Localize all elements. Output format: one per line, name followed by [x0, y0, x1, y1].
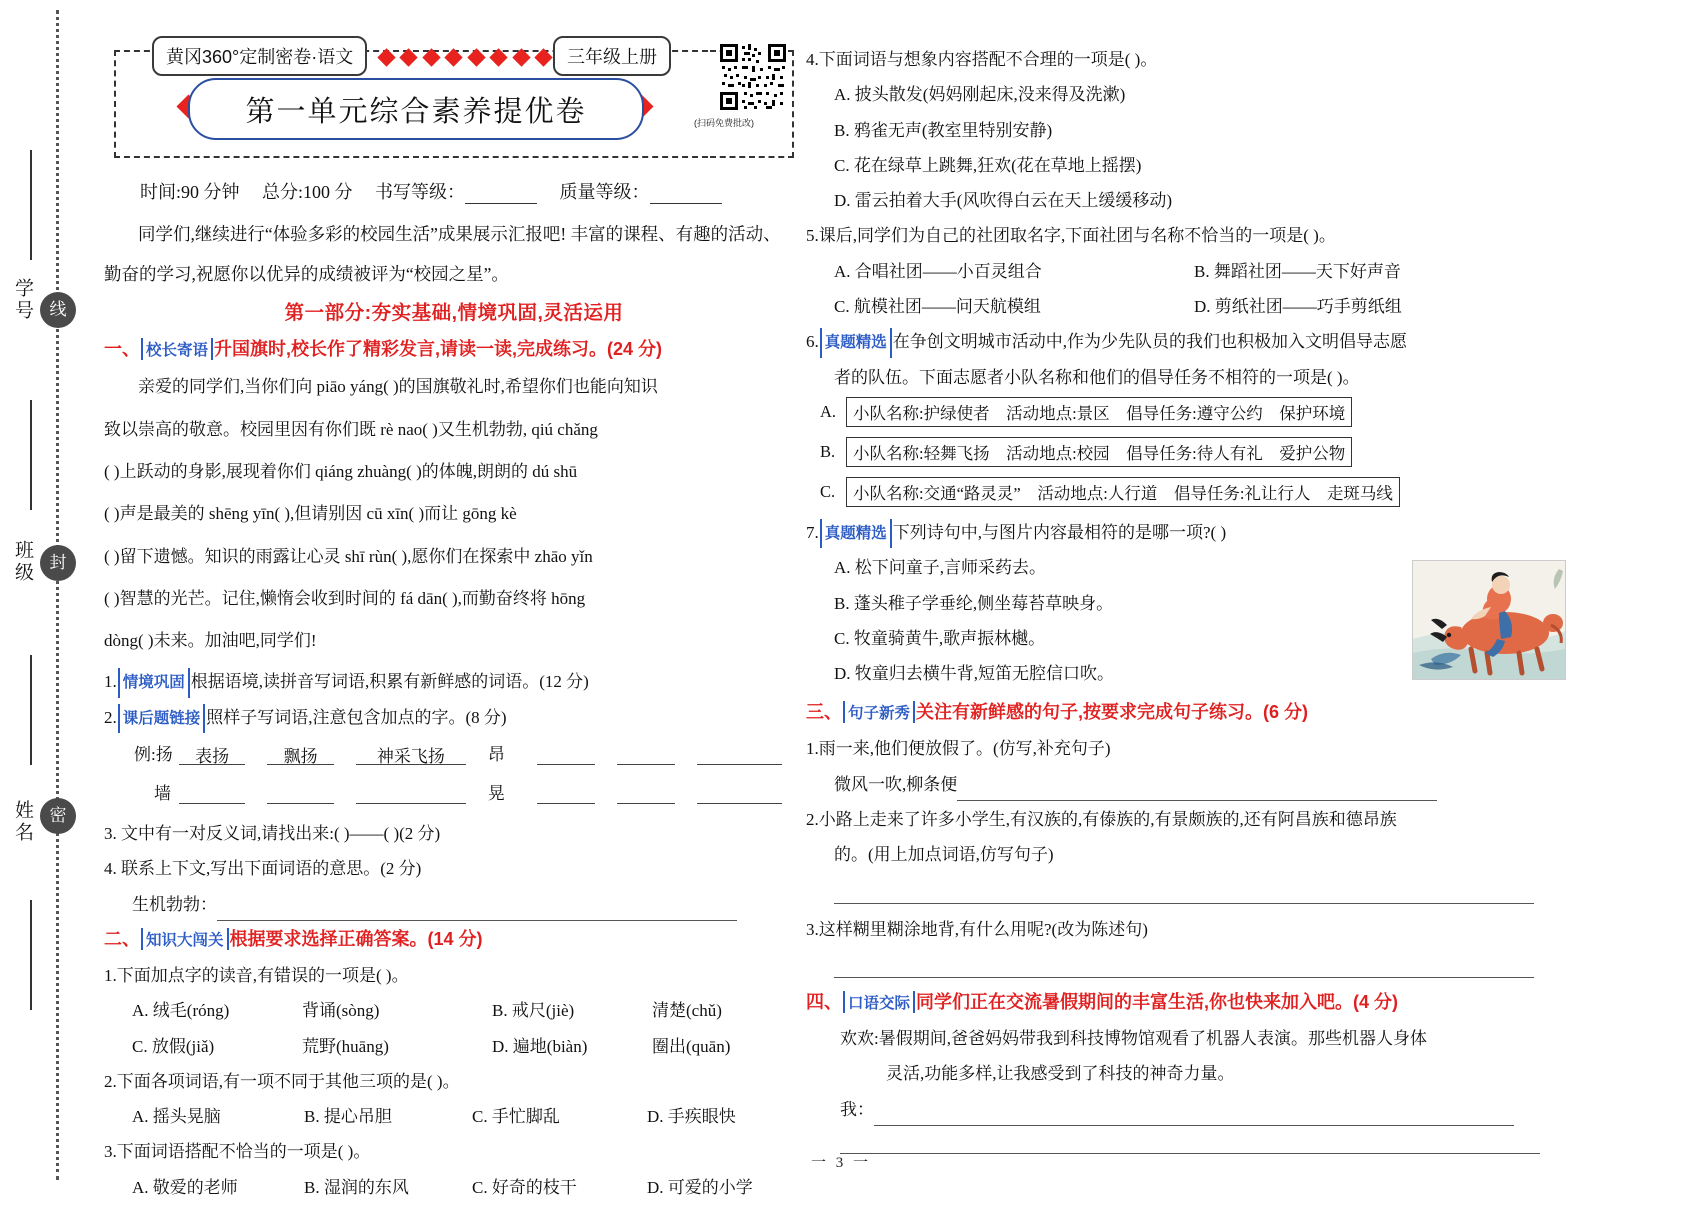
- diamond-divider: [380, 50, 550, 64]
- section1-question-4: 4. 联系上下文,写出下面词语的意思。(2 分): [104, 859, 422, 879]
- section1-question-2: [104, 702, 804, 734]
- passage-line: ( )声是最美的 shēng yīn( ),但请别因 cū xīn( )而让 gōng kè: [104, 504, 517, 524]
- q-score: (12 分): [539, 672, 589, 692]
- answer-blank[interactable]: [697, 742, 782, 765]
- option-d[interactable]: D. 遍地(biàn): [492, 1036, 588, 1056]
- q4-word-label: 生机勃勃：: [132, 894, 217, 914]
- section4-answer: [840, 1094, 1566, 1126]
- answer-blank[interactable]: [874, 1105, 1514, 1126]
- right-column: [806, 44, 1566, 1164]
- intro-line-2: 勤奋的学习,祝愿你以优异的成绩被评为“校园之星”。: [104, 263, 509, 284]
- example-cell: 神采飞扬: [356, 742, 466, 765]
- seal-margin: [0, 0, 96, 1190]
- example-word-table: [134, 740, 804, 804]
- q2-option-row: [132, 1101, 804, 1133]
- option-d[interactable]: D. 手疾眼快: [647, 1107, 736, 1127]
- answer-blank[interactable]: [617, 781, 675, 804]
- section2-question-2: [104, 1066, 804, 1098]
- section-3-score: (6 分): [1263, 702, 1309, 723]
- answer-blank[interactable]: [356, 781, 466, 804]
- q-number: 2.: [104, 1071, 117, 1091]
- answer-blank[interactable]: [217, 900, 737, 921]
- option-a2[interactable]: 背诵(sòng): [302, 1001, 380, 1021]
- q-number: 1.: [104, 672, 117, 692]
- section1-question-3: 3. 文中有一对反义词,请找出来:( )——( )(2 分): [104, 824, 441, 844]
- seal-rule: [30, 400, 32, 510]
- q-number: 2.: [104, 707, 117, 727]
- boy-riding-ox-illustration: [1412, 560, 1566, 680]
- exam-info-line: [140, 178, 804, 204]
- option-a[interactable]: A. 合唱社团——小百灵组合: [834, 261, 1042, 281]
- exam-time: 时间:90 分钟: [140, 182, 240, 202]
- option-c[interactable]: C. 手忙脚乱: [472, 1107, 560, 1127]
- option-b[interactable]: B. 提心吊胆: [304, 1107, 392, 1127]
- q4-option-b[interactable]: B. 鸦雀无声(教室里特别安静): [834, 120, 1053, 140]
- answer-blank[interactable]: [697, 781, 782, 804]
- section-4-number: 四、: [806, 991, 842, 1012]
- section-3-tag: 句子新秀: [843, 701, 915, 723]
- option-content: 小队名称:轻舞飞扬 活动地点:校园 倡导任务:待人有礼 爱护公物: [846, 437, 1352, 467]
- option-c[interactable]: C. 航模社团——问天航模组: [834, 297, 1041, 317]
- seal-rule: [30, 900, 32, 1010]
- example-char: 昂: [487, 745, 505, 765]
- section1-question-4-word: [132, 889, 804, 921]
- q6-boxed-option-b[interactable]: [820, 437, 1566, 467]
- section-3-heading: [806, 698, 1566, 724]
- section4-dialogue-line-2: 灵活,功能多样,让我感受到了科技的神奇力量。: [886, 1064, 1235, 1084]
- option-c[interactable]: C. 放假(jiǎ): [132, 1036, 215, 1056]
- section3-item-1: [806, 733, 1566, 765]
- brand-pill: 黄冈360°定制密卷·语文: [152, 36, 367, 76]
- option-b[interactable]: B. 戒尺(jiè): [492, 1001, 575, 1021]
- passage-line: 致以崇高的敬意。校园里因有你们既 rè nao( )又生机勃勃, qiú chǎng: [104, 419, 598, 439]
- quality-grade-label: 质量等级：: [559, 182, 650, 202]
- name-label: 姓名: [12, 800, 33, 844]
- section4-dialogue-line-1: 欢欢:暑假期间,爸爸妈妈带我到科技博物馆观看了机器人表演。那些机器人身体: [840, 1028, 1427, 1048]
- example-char: 晃: [487, 784, 505, 804]
- grade-pill: 三年级上册: [553, 36, 671, 76]
- option-content: 小队名称:护绿使者 活动地点:景区 倡导任务:遵守公约 保护环境: [846, 397, 1352, 427]
- q-tag: 情境巩固: [118, 668, 190, 697]
- passage-line: ( )上跃动的身影,展现着你们 qiáng zhuàng( )的体魄,朗朗的 dú shū: [104, 461, 578, 481]
- page-title: [188, 78, 644, 140]
- option-d[interactable]: D. 可爱的小学: [647, 1177, 753, 1197]
- q7-option-a[interactable]: A. 松下问童子,言师采药去。: [834, 558, 1047, 578]
- section2-question-6-line2: 者的队伍。下面志愿者小队名称和他们的倡导任务不相符的一项是( )。: [834, 367, 1360, 387]
- q6-boxed-option-c[interactable]: [820, 477, 1566, 507]
- section2-question-4: [806, 44, 1566, 76]
- q-stem: 下面词语与想象内容搭配不合理的一项是( )。: [818, 50, 1158, 69]
- answer-blank[interactable]: [267, 781, 334, 804]
- option-label: C.: [820, 481, 836, 501]
- answer-blank[interactable]: [840, 1152, 1540, 1154]
- q1-option-row-2: [132, 1031, 804, 1063]
- option-c[interactable]: C. 好奇的枝干: [472, 1177, 577, 1197]
- answer-blank[interactable]: [957, 780, 1437, 801]
- section3-item-1-answer: [834, 769, 1566, 801]
- option-content: 小队名称:交通“路灵灵” 活动地点:人行道 倡导任务:礼让行人 走斑马线: [846, 477, 1400, 507]
- q4-option-a[interactable]: A. 披头散发(妈妈刚起床,没来得及洗漱): [834, 85, 1126, 105]
- example-lead: 墙: [154, 784, 171, 804]
- option-a[interactable]: A. 摇头晃脑: [132, 1107, 221, 1127]
- option-c2[interactable]: 荒野(huāng): [302, 1036, 389, 1056]
- q5-option-row-2: [834, 291, 1566, 323]
- qr-code-icon[interactable]: [720, 44, 786, 110]
- q4-option-d[interactable]: D. 雷云拍着大手(风吹得白云在天上缓缓移动): [834, 191, 1173, 211]
- option-label: A.: [820, 401, 837, 421]
- part-one-title: 第一部分:夯实基础,情境巩固,灵活运用: [284, 302, 624, 325]
- page-number: 一 3 一: [810, 1155, 872, 1171]
- seal-rule: [30, 150, 32, 260]
- q-tag: 真题精选: [820, 519, 892, 548]
- option-label: B.: [820, 441, 836, 461]
- q-number: 5.: [806, 226, 819, 246]
- q3-option-row: [132, 1172, 804, 1204]
- section-4-tag: 口语交际: [843, 991, 915, 1013]
- section-4-text: 同学们正在交流暑假期间的丰富生活,你也快来加入吧。: [916, 991, 1354, 1012]
- passage-line: dòng( )未来。加油吧,同学们!: [104, 631, 317, 651]
- q-number: 3.: [806, 919, 819, 939]
- section2-question-1: [104, 960, 804, 992]
- q-stem: 下面加点字的读音,有错误的一项是( )。: [116, 965, 409, 985]
- table-row: [134, 779, 804, 804]
- option-b[interactable]: B. 湿润的东风: [304, 1177, 409, 1197]
- seal-rule: [30, 655, 32, 765]
- q-tag: 真题精选: [820, 328, 892, 357]
- table-row: [134, 740, 804, 765]
- seal-dotted-line: [56, 10, 59, 1180]
- section-2-text: 根据要求选择正确答案。: [229, 928, 428, 949]
- section-2-number: 二、: [104, 928, 140, 949]
- q-number: 3.: [104, 1142, 117, 1162]
- section2-question-5: [806, 220, 1566, 252]
- example-lead: 例:扬: [134, 745, 173, 765]
- q1-option-row-1: [132, 995, 804, 1027]
- qr-note: (扫码免费批改): [694, 118, 754, 128]
- section-1-text: 升国旗时,校长作了精彩发言,请读一读,完成练习。: [214, 339, 608, 360]
- section-1-number: 一、: [104, 339, 140, 360]
- q-tag: 课后题链接: [118, 704, 206, 733]
- q-text: 根据语境,读拼音写词语,积累有新鲜感的词语。: [190, 672, 540, 692]
- q-number: 7.: [806, 522, 819, 542]
- left-column: [104, 178, 804, 1207]
- section-4-heading: [806, 988, 1566, 1014]
- q-stem: 课后,同学们为自己的社团取名字,下面社团与名称不恰当的一项是( )。: [818, 226, 1336, 246]
- q5-option-row-1: [834, 256, 1566, 288]
- option-b[interactable]: B. 舞蹈社团——天下好声音: [1194, 261, 1401, 281]
- section1-question-1: [104, 666, 804, 698]
- q-stem: 这样糊里糊涂地背,有什么用呢?(改为陈述句): [818, 919, 1148, 939]
- intro-line-1: 同学们,继续进行“体验多彩的校园生活”成果展示汇报吧! 丰富的课程、有趣的活动、: [138, 224, 781, 244]
- q-stem: 雨一来,他们便放假了。(仿写,补充句子): [818, 739, 1111, 759]
- section3-item-2: [806, 804, 1566, 836]
- section-1-score: (24 分): [607, 339, 663, 360]
- answer-blank[interactable]: [537, 742, 595, 765]
- q7-option-b[interactable]: B. 蓬头稚子学垂纶,侧坐莓苔草映身。: [834, 593, 1114, 613]
- answer-blank[interactable]: [617, 742, 675, 765]
- option-b2[interactable]: 清楚(chǔ): [652, 1001, 722, 1021]
- writing-grade-blank[interactable]: [465, 186, 537, 204]
- option-d[interactable]: D. 剪纸社团——巧手剪纸组: [1194, 297, 1402, 317]
- seal-badge-line: 线: [40, 292, 76, 328]
- section-3-text: 关注有新鲜感的句子,按要求完成句子练习。: [916, 702, 1264, 723]
- q-number: 4.: [806, 50, 819, 69]
- q-number: 1.: [806, 739, 819, 759]
- option-d2[interactable]: 圈出(quān): [652, 1036, 731, 1056]
- exam-total: 总分:100 分: [262, 182, 353, 202]
- q-number: 2.: [806, 810, 819, 830]
- q-stem-line-1: 在争创文明城市活动中,作为少先队员的我们也积极加入文明倡导志愿: [892, 332, 1408, 352]
- section-1-tag: 校长寄语: [141, 338, 213, 360]
- option-a[interactable]: A. 绒毛(róng): [132, 1001, 230, 1021]
- section2-question-6: [806, 326, 1566, 358]
- example-cell: 表扬: [179, 742, 246, 765]
- q-stem: 下列诗句中,与图片内容最相符的是哪一项?( ): [892, 522, 1227, 542]
- q-stem-line-1: 小路上走来了许多小学生,有汉族的,有傣族的,有景颇族的,还有阿昌族和德昂族: [818, 810, 1397, 830]
- section-3-number: 三、: [806, 702, 842, 723]
- q7-option-c[interactable]: C. 牧童骑黄牛,歌声振林樾。: [834, 628, 1046, 648]
- answer-prefix: 我：: [840, 1099, 874, 1119]
- section-4-score: (4 分): [1353, 991, 1399, 1012]
- q-stem: 下面词语搭配不恰当的一项是( )。: [116, 1142, 371, 1162]
- q-stem: 下面各项词语,有一项不同于其他三项的是( )。: [116, 1071, 460, 1091]
- answer-blank[interactable]: [179, 781, 246, 804]
- section-2-tag: 知识大闯关: [141, 928, 229, 950]
- section2-question-3: [104, 1136, 804, 1168]
- section2-question-7: [806, 517, 1566, 549]
- q7-option-d[interactable]: D. 牧童归去横牛背,短笛无腔信口吹。: [834, 664, 1115, 684]
- q-number: 6.: [806, 332, 819, 352]
- quality-grade-blank[interactable]: [650, 186, 722, 204]
- seal-badge-seal: 封: [40, 545, 76, 581]
- section-2-score: (14 分): [427, 928, 483, 949]
- page-title-text: 第一单元综合素养提优卷: [245, 95, 587, 128]
- q4-option-c[interactable]: C. 花在绿草上跳舞,狂欢(花在草地上摇摆): [834, 155, 1142, 175]
- answer-blank[interactable]: [834, 976, 1534, 978]
- class-label: 班级: [12, 540, 33, 584]
- passage-line: ( )留下遗憾。知识的雨露让心灵 shī rùn( ),愿你们在探索中 zhāo yǐn: [104, 546, 593, 566]
- section3-item-3: [806, 914, 1566, 946]
- q6-boxed-option-a[interactable]: [820, 397, 1566, 427]
- passage-line: ( )智慧的光芒。记住,懒惰会收到时间的 fá dān( ),而勤奋终将 hōng: [104, 588, 586, 608]
- writing-grade-label: 书写等级：: [375, 182, 466, 202]
- q-score: (8 分): [465, 707, 507, 727]
- q-text: 照样子写词语,注意包含加点的字。: [206, 707, 466, 727]
- example-cell: 飘扬: [267, 742, 334, 765]
- seal-badge-secret: 密: [40, 798, 76, 834]
- student-id-label: 学号: [12, 278, 33, 322]
- q-number: 1.: [104, 965, 117, 985]
- answer-blank[interactable]: [537, 781, 595, 804]
- answer-blank[interactable]: [834, 902, 1534, 904]
- section-1-heading: [104, 335, 804, 361]
- option-a[interactable]: A. 敬爱的老师: [132, 1177, 238, 1197]
- section3-item-2-line2: 的。(用上加点词语,仿写句子): [834, 845, 1054, 865]
- section-2-heading: [104, 925, 804, 951]
- passage-line: 亲爱的同学们,当你们向 piāo yáng( )的国旗敬礼时,希望你们也能向知识: [138, 377, 658, 397]
- answer-prefix: 微风一吹,柳条便: [834, 774, 958, 794]
